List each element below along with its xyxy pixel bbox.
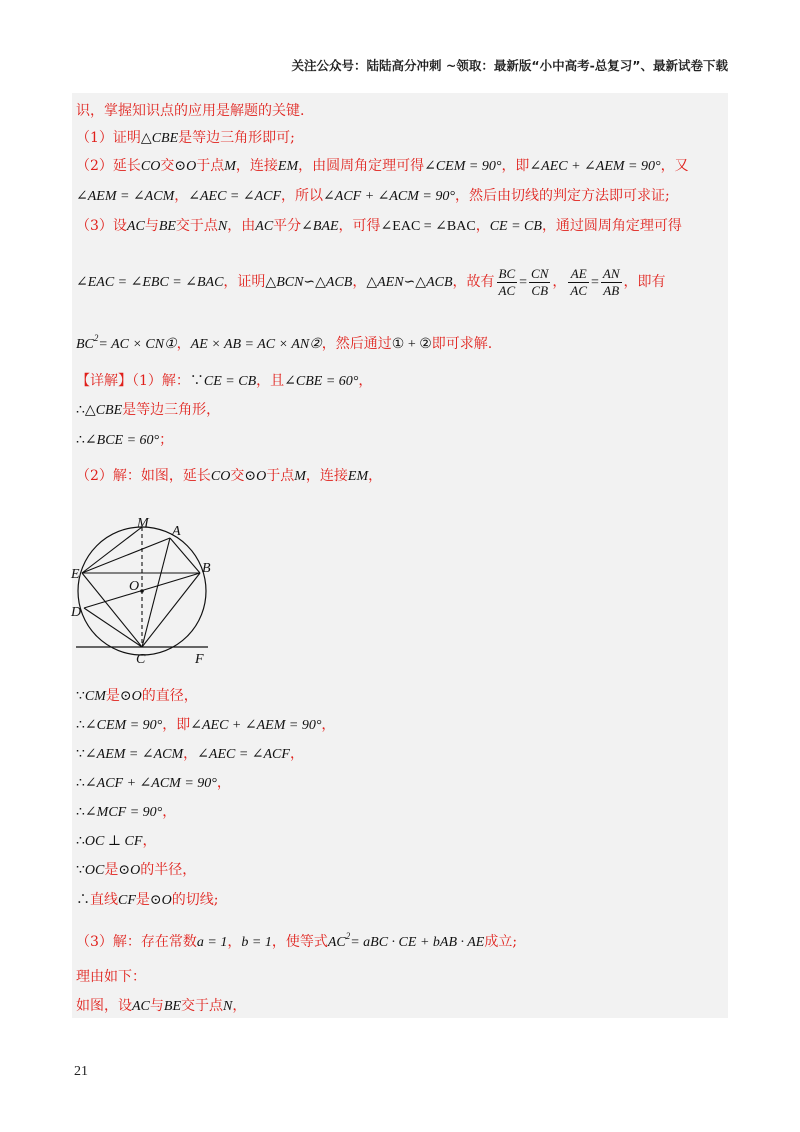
line-8: 【详解】（1）解：∵CE = CB，且∠CBE = 60°， <box>76 373 373 389</box>
fraction-cn-cb: $\frac{CN}{CB}$ <box>531 265 549 298</box>
line-2: （1）证明△CBE是等边三角形即可; <box>76 130 295 146</box>
label-b: B <box>202 561 211 576</box>
page-number: 21 <box>74 1064 88 1079</box>
label-e: E <box>71 567 80 582</box>
line-12: ∵CM是⊙O的直径， <box>76 688 198 704</box>
line-21: 理由如下： <box>76 969 146 985</box>
label-d: D <box>71 605 82 620</box>
line-7: $BC^2=$ AC × CN①，AE × AB = AC × AN②，然后通过① + ②即可求解. <box>76 333 493 352</box>
line-13: ∴∠CEM = 90°，即∠AEC + ∠AEM = 90°， <box>76 717 336 733</box>
line-17: ∴OC ⊥ CF， <box>76 833 157 849</box>
line-9: ∴△CBE是等边三角形， <box>76 402 221 418</box>
line-19: ∴直线CF是⊙O的切线; <box>76 892 219 908</box>
line-3: （2）延长CO交⊙O于点M，连接EM，由圆周角定理可得∠CEM = 90°，即∠AEC + ∠AEM = 90°，又 <box>76 158 689 174</box>
page-header: 关注公众号：陆陆高分冲刺 ~领取：最新版“小中高考-总复习”、最新试卷下载 <box>291 58 728 73</box>
line-16: ∴∠MCF = 90°， <box>76 804 177 820</box>
line-11: （2）解：如图，延长CO交⊙O于点M，连接EM， <box>76 468 383 484</box>
line-14: ∵∠AEM = ∠ACM，∠AEC = ∠ACF， <box>76 746 304 762</box>
line-5: （3）设AC与BE交于点N，由AC平分∠BAE，可得∠EAC = ∠BAC，CE = CB，通过圆周角定理可得 <box>76 218 682 234</box>
line-10: ∴∠BCE = 60°； <box>76 432 174 448</box>
fraction-an-ab: $\frac{AN}{AB}$ <box>602 265 620 298</box>
label-m: M <box>137 516 149 531</box>
line-15: ∴∠ACF + ∠ACM = 90°， <box>76 775 231 791</box>
label-a: A <box>172 524 181 539</box>
line-20: （3）解：存在常数a = 1，b = 1，使等式$AC^2=$ aBC · CE + bAB · AE成立; <box>76 931 518 950</box>
fraction-ae-ac: $\frac{AE}{AC}$ <box>570 265 588 298</box>
line-18: ∵OC是⊙O的半径， <box>76 862 197 878</box>
line-22: 如图，设AC与BE交于点N， <box>76 998 247 1014</box>
fraction-bc-ac: $\frac{BC}{AC}$ <box>498 265 516 298</box>
label-c: C <box>136 652 146 667</box>
line-4: ∠AEM = ∠ACM，∠AEC = ∠ACF，所以∠ACF + ∠ACM = 90°，然后由切线的判定方法即可求证; <box>76 188 670 204</box>
geometry-figure <box>70 510 220 670</box>
label-o: O <box>129 579 140 594</box>
line-6: ∠EAC = ∠EBC = ∠BAC，证明△BCN∽△ACB，△AEN∽△ACB，故有 $\frac{BC}{AC}$ = $\frac{CN}{CB}$ ， $\frac{AE}{AC}$ = $\frac{AN}{AB}$ ，即有 <box>76 265 666 298</box>
label-f: F <box>195 652 204 667</box>
line-1: 识，掌握知识点的应用是解题的关键. <box>76 103 305 119</box>
